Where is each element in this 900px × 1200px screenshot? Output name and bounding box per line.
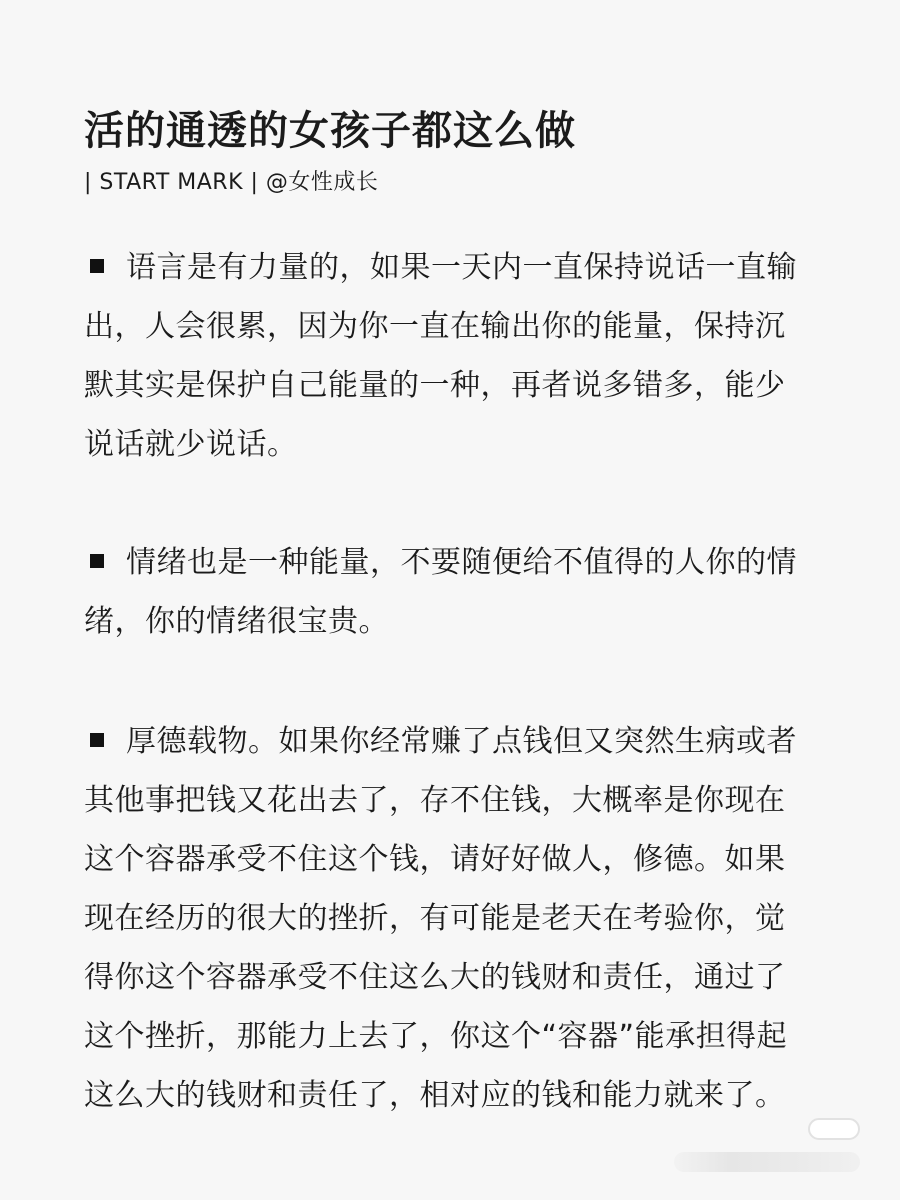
paragraph-line: 这个挫折，那能力上去了，你这个“容器”能承担得起: [84, 1019, 788, 1054]
paragraph-line: 其他事把钱又花出去了，存不住钱，大概率是你现在: [84, 783, 786, 818]
paragraph-line: [84, 238, 824, 297]
paragraph-line: 这个容器承受不住这个钱，请好好做人，修德。如果: [84, 842, 786, 877]
line-text: 厚德载物。如果你经常赚了点钱但又突然生病或者: [126, 724, 797, 759]
watermark-blur-bar: [674, 1152, 860, 1172]
paragraph-line: 出，人会很累，因为你一直在输出你的能量，保持沉: [84, 309, 786, 344]
line-text: 情绪也是一种能量，不要随便给不值得的人你的情: [126, 545, 797, 580]
bullet-square-icon: [90, 259, 104, 273]
paragraph-line: 默其实是保护自己能量的一种，再者说多错多，能少: [84, 368, 786, 403]
paragraph-line: 这么大的钱财和责任了，相对应的钱和能力就来了。: [84, 1078, 786, 1113]
page-title: 活的通透的女孩子都这么做: [84, 108, 576, 154]
byline: | START MARK | @女性成长: [84, 170, 379, 195]
paragraph-1: [84, 238, 824, 474]
line-text: 语言是有力量的，如果一天内一直保持说话一直输: [126, 250, 797, 285]
bullet-square-icon: [90, 733, 104, 747]
paragraph-3: [84, 712, 824, 1125]
watermark-badge-icon: [808, 1118, 860, 1140]
paragraph-line: [84, 712, 824, 771]
bullet-square-icon: [90, 554, 104, 568]
watermark: [808, 1118, 860, 1140]
paragraph-line: 说话就少说话。: [84, 427, 298, 462]
paragraph-line: 现在经历的很大的挫折，有可能是老天在考验你，觉: [84, 901, 786, 936]
paragraph-line: 得你这个容器承受不住这么大的钱财和责任，通过了: [84, 960, 786, 995]
paragraph-line: 绪，你的情绪很宝贵。: [84, 604, 389, 639]
paragraph-line: [84, 533, 824, 592]
paragraph-2: [84, 533, 824, 651]
